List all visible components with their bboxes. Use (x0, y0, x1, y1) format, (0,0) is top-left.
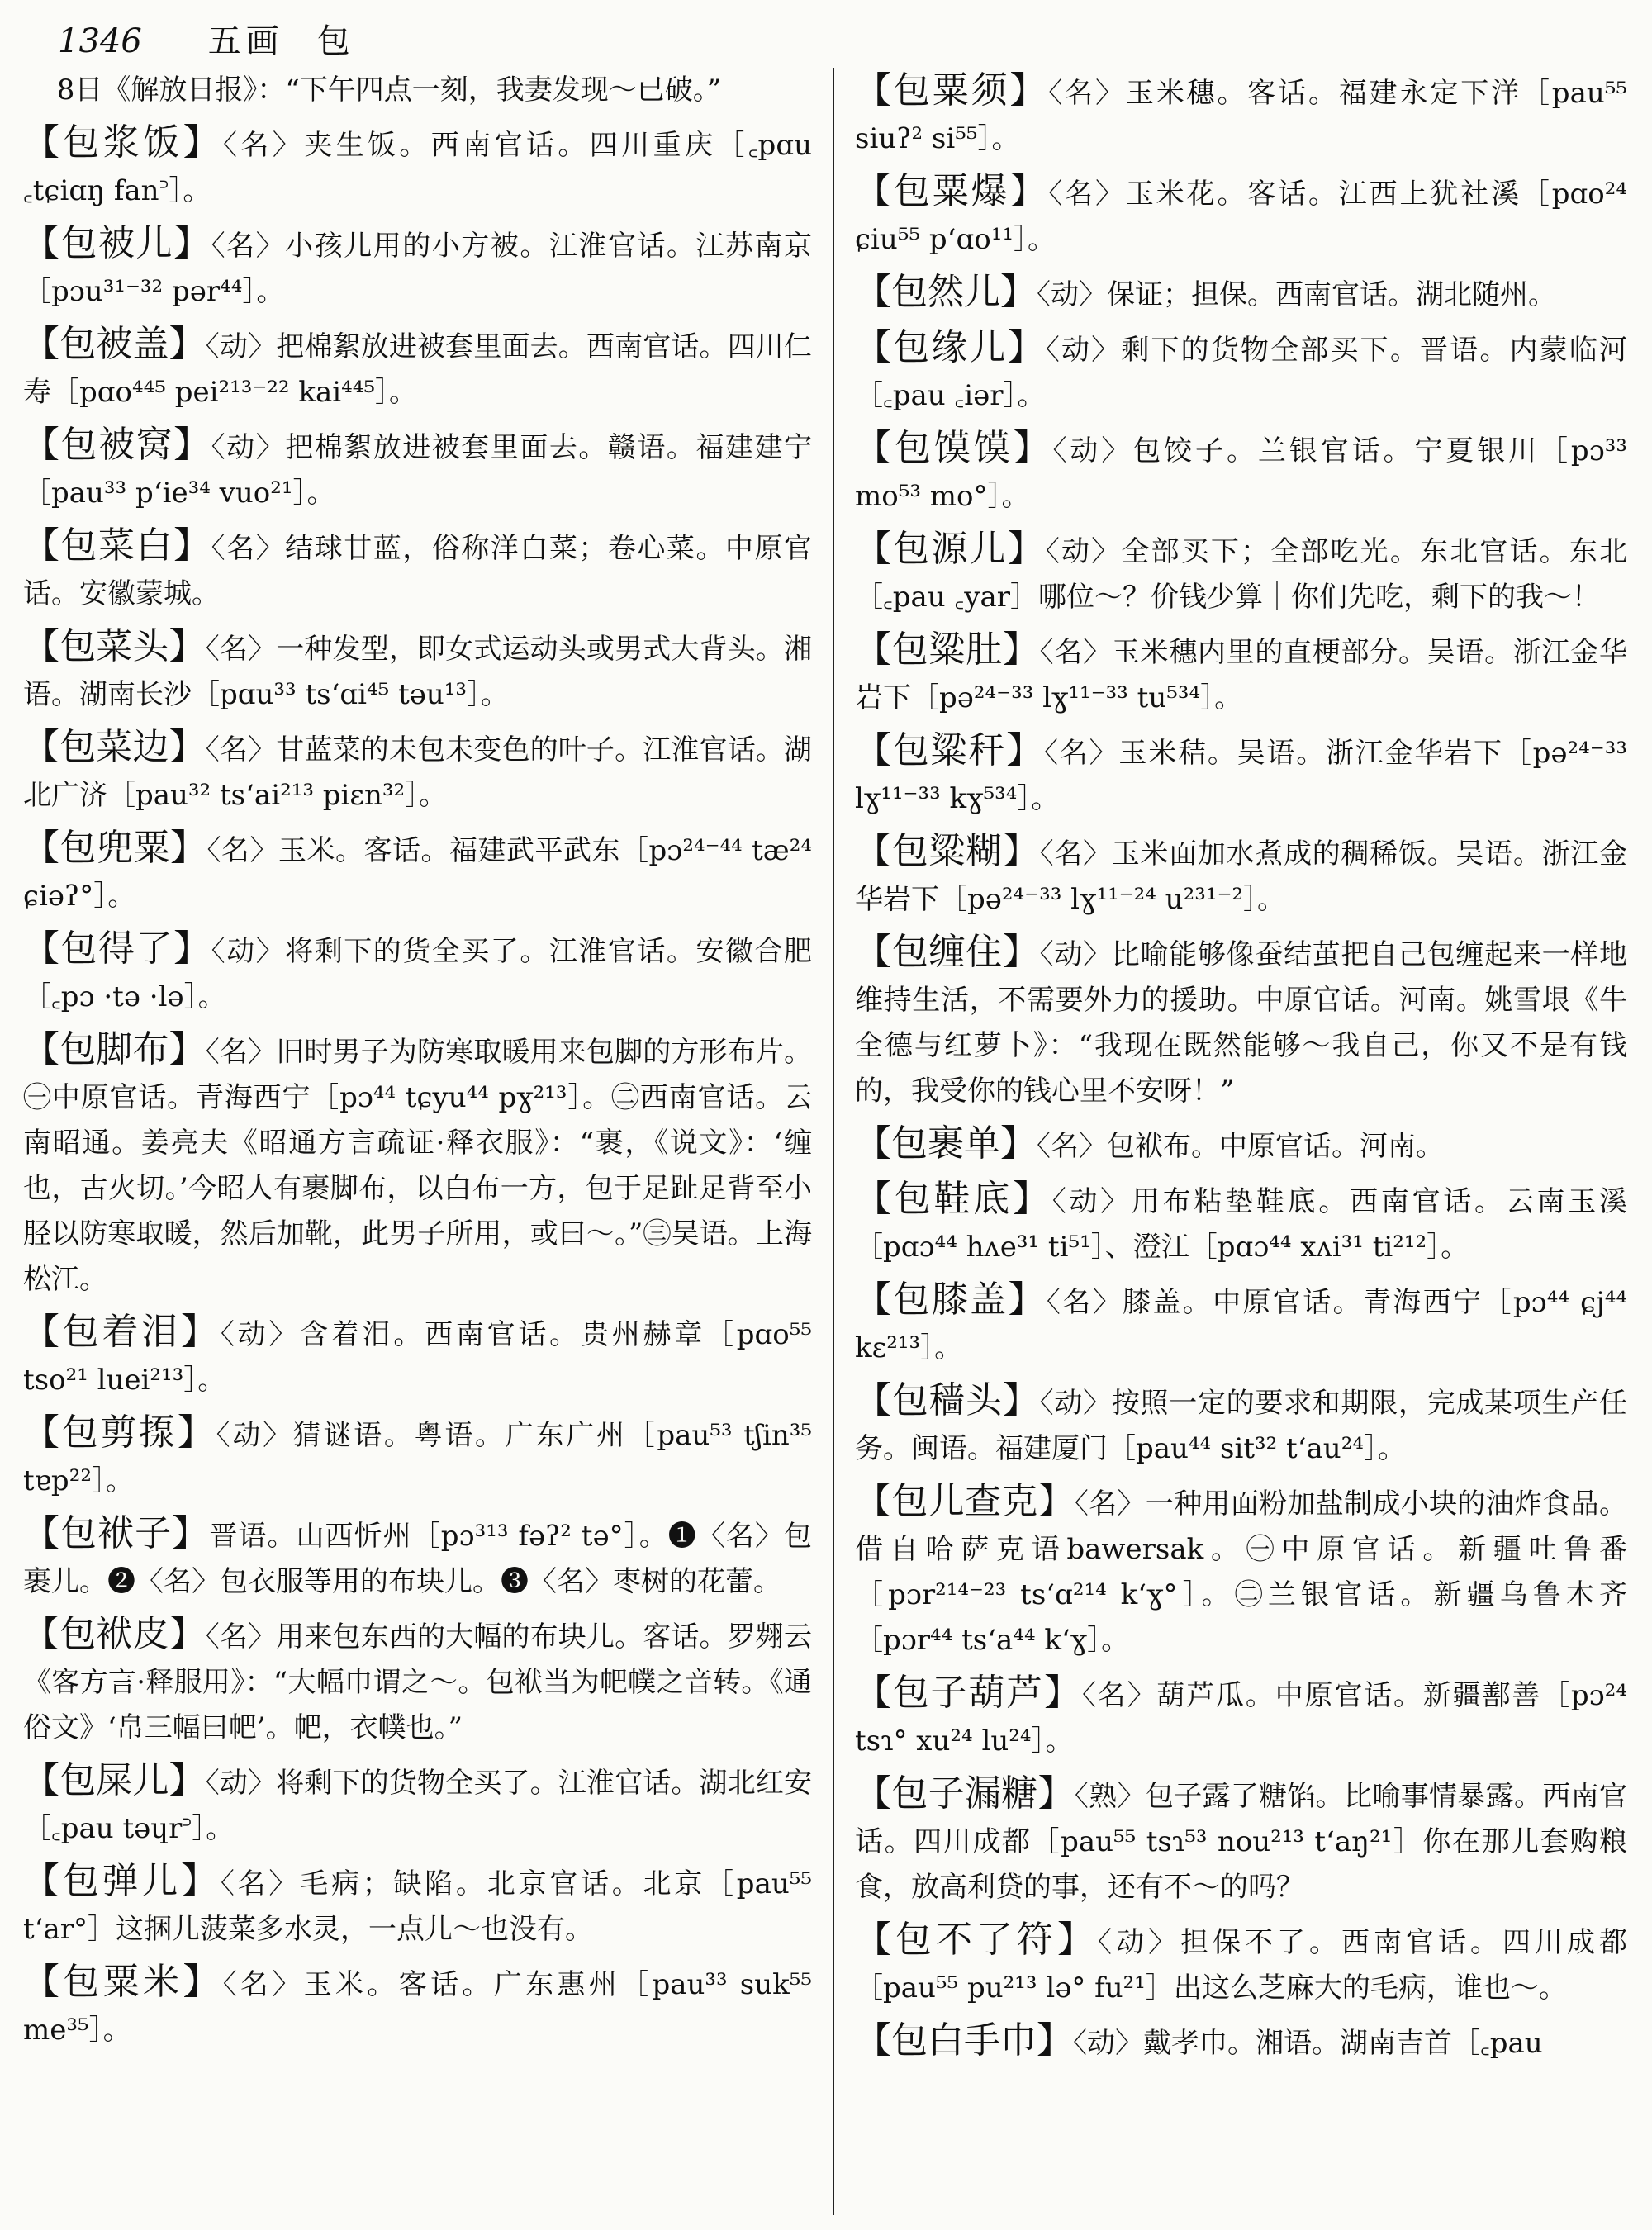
entry-definition: 〈名〉一种用面粉加盐制成小块的油炸食品。借自哈萨克语bawersak。㊀中原官话。新疆吐鲁番［pɔr²¹⁴⁻²³ ts‘ɑ²¹⁴ k‘ɣ°］。㊁兰银官话。新疆乌鲁木齐［pɔr⁴⁴ ts‘a⁴⁴ k‘ɣ］。 (855, 1487, 1627, 1657)
entry-headword: 【包然儿】 (855, 271, 1037, 313)
entry-definition: 〈名〉旧时男子为防寒取暖用来包脚的方形布片。㊀中原官话。青海西宁［pɔ⁴⁴ tɕyu⁴⁴ pɣ²¹³］。㊁西南官话。云南昭通。姜亮夫《昭通方言疏证·释衣服》：“裹，《说文》：‘缠也，古火切。’今昭人有裹脚布，以白布一方，包于足趾足背至小胫以防寒取暖，然后加靴，此男子所用，或曰～。”㊂吴语。上海松江。 (23, 1036, 812, 1296)
dictionary-entry (23, 120, 812, 214)
entry-definition: 〈名〉小孩儿用的小方被。江淮官话。江苏南京［pɔu³¹⁻³² pər⁴⁴］。 (23, 230, 812, 308)
entry-headword: 【包被窝】 (23, 424, 211, 466)
dictionary-entry (855, 1478, 1627, 1663)
entry-definition: 〈动〉猜谜语。粤语。广东广州［pau⁵³ tʃin³⁵ tɐp²²］。 (23, 1419, 812, 1497)
entry-definition: 〈动〉戴孝巾。湘语。湖南吉首［꜀pau (1073, 2027, 1543, 2060)
dictionary-entry (23, 1511, 812, 1605)
entry-definition: 〈熟〉包子露了糖馅。比喻事情暴露。西南官话。四川成都［pau⁵⁵ tsɿ⁵³ nou²¹³ t‘aŋ²¹］你在那儿套购粮食，放高利贷的事，还有不～的吗？ (855, 1780, 1627, 1904)
dictionary-entry (23, 724, 812, 818)
dictionary-entry (23, 1027, 812, 1302)
entry-headword: 【包被儿】 (23, 222, 211, 264)
entry-headword: 【包兜粟】 (23, 827, 207, 869)
entry-headword: 【包白手巾】 (855, 2019, 1073, 2062)
entry-headword: 【包粟须】 (855, 69, 1049, 112)
entry-definition: 〈动〉全部买下；全部吃光。东北官话。东北［꜀pau ꜀yar］哪位～？价钱少算｜你们先吃，剩下的我～！ (855, 535, 1627, 614)
entry-headword: 【包被盖】 (23, 323, 206, 365)
dictionary-entry (855, 325, 1627, 419)
dictionary-entry (855, 1121, 1627, 1170)
entry-definition: 〈名〉膝盖。中原官话。青海西宁［pɔ⁴⁴ ɕj⁴⁴ kɛ²¹³］。 (855, 1286, 1627, 1364)
section-label: 五画 (207, 22, 284, 60)
entry-definition: 〈名〉玉米穗。客话。福建永定下洋［pau⁵⁵ siuʔ² si⁵⁵］。 (855, 77, 1627, 155)
dictionary-entry (855, 68, 1627, 162)
entry-headword: 【包剪揼】 (23, 1412, 216, 1454)
entry-headword: 【包子漏糖】 (855, 1772, 1075, 1815)
entry-headword: 【包得了】 (23, 928, 211, 970)
dictionary-entry (855, 1917, 1627, 2011)
radical-label: 包 (316, 22, 350, 60)
entry-definition: 〈名〉葫芦瓜。中原官话。新疆鄯善［pɔ²⁴ tsɿ° xu²⁴ lu²⁴］。 (855, 1679, 1627, 1758)
dictionary-entry (855, 2018, 1627, 2066)
dictionary-entry (855, 526, 1627, 620)
entry-headword: 【包着泪】 (23, 1311, 221, 1353)
entry-definition: 晋语。山西忻州［pɔ³¹³ fəʔ² tə°］。❶〈名〉包裹儿。❷〈名〉包衣服等用的布块儿。❸〈名〉枣树的花蕾。 (23, 1520, 812, 1598)
entry-headword: 【包鞋底】 (855, 1178, 1052, 1220)
entry-headword: 【包粟爆】 (855, 170, 1049, 212)
dictionary-entry (855, 728, 1627, 822)
left-column (23, 68, 812, 2215)
dictionary-entry (855, 1378, 1627, 1472)
entry-definition: 〈名〉一种发型，即女式运动头或男式大背头。湘语。湖南长沙［pɑu³³ ts‘ɑi⁴⁵ təu¹³］。 (23, 633, 812, 711)
entry-headword: 【包儿查克】 (855, 1480, 1075, 1522)
entry-continuation: 8日《解放日报》：“下午四点一刻，我妻发现～已破。” (56, 74, 722, 107)
entry-definition: 〈名〉甘蓝菜的未包未变色的叶子。江淮官话。湖北广济［pau³² ts‘ai²¹³ piɛn³²］。 (23, 733, 812, 812)
entry-headword: 【包膝盖】 (855, 1279, 1047, 1321)
entry-definition: 〈名〉玉米花。客话。江西上犹社溪［pɑo²⁴ ɕiu⁵⁵ p‘ɑo¹¹］。 (855, 178, 1627, 256)
entry-definition: 〈名〉玉米面加水煮成的稠稀饭。吴语。浙江金华岩下［pə²⁴⁻³³ lɣ¹¹⁻²⁴ u²³¹⁻²］。 (855, 837, 1627, 916)
dictionary-entry (23, 523, 812, 617)
entry-headword: 【包穑头】 (855, 1379, 1040, 1421)
dictionary-entry (23, 1858, 812, 1952)
dictionary-entry (855, 1670, 1627, 1764)
dictionary-entry (23, 1410, 812, 1504)
entry-definition: 〈动〉保证；担保。西南官话。湖北随州。 (1037, 278, 1556, 311)
entry-headword: 【包浆饭】 (23, 121, 223, 164)
entry-headword: 【包袱子】 (23, 1512, 210, 1554)
entry-definition: 〈动〉比喻能够像蚕结茧把自己包缠起来一样地维持生活，不需要外力的援助。中原官话。河南。姚雪垠《牛全德与红萝卜》：“我现在既然能够～我自己，你又不是有钱的，我受你的钱心里不安呀！” (855, 938, 1627, 1108)
right-column (855, 68, 1627, 2215)
page-header (58, 15, 1611, 66)
entry-headword: 【包菜边】 (23, 726, 206, 768)
entry-headword: 【包粱秆】 (855, 729, 1045, 771)
entry-definition: 〈动〉含着泪。西南官话。贵州赫章［pɑo⁵⁵ tso²¹ luei²¹³］。 (23, 1318, 812, 1397)
entry-definition: 〈名〉玉米穗内里的直梗部分。吴语。浙江金华岩下［pə²⁴⁻³³ lɣ¹¹⁻³³ tu⁵³⁴］。 (855, 636, 1627, 714)
entry-definition: 〈动〉剩下的货物全部买下。晋语。内蒙临河［꜀pau ꜀iər］。 (855, 334, 1627, 412)
dictionary-entry (23, 825, 812, 919)
entry-definition: 〈动〉把棉絮放进被套里面去。赣语。福建建宁［pau³³ p‘ie³⁴ vuo²¹］。 (23, 431, 812, 510)
dictionary-entry (23, 68, 812, 113)
entry-headword: 【包弹儿】 (23, 1860, 221, 1902)
dictionary-entry (855, 929, 1627, 1114)
entry-headword: 【包裹单】 (855, 1122, 1037, 1165)
entry-headword: 【包脚布】 (23, 1028, 206, 1070)
entry-headword: 【包粱肚】 (855, 629, 1040, 671)
entry-definition: 〈名〉结球甘蓝，俗称洋白菜；卷心菜。中原官话。安徽蒙城。 (23, 532, 812, 610)
entry-definition: 〈名〉包袱布。中原官话。河南。 (1037, 1130, 1444, 1163)
entry-headword: 【包屎儿】 (23, 1759, 206, 1801)
dictionary-entry (855, 1277, 1627, 1371)
entry-definition: 〈动〉按照一定的要求和期限，完成某项生产任务。闽语。福建厦门［pau⁴⁴ sit³² t‘au²⁴］。 (855, 1387, 1627, 1465)
entry-definition: 〈名〉玉米。客话。广东惠州［pau³³ suk⁵⁵ me³⁵］。 (23, 1968, 812, 2047)
entry-headword: 【包馍馍】 (855, 427, 1053, 469)
entry-headword: 【包粱糊】 (855, 830, 1040, 872)
entry-definition: 〈动〉担保不了。西南官话。四川成都［pau⁵⁵ pu²¹³ lə° fu²¹］出这么芝麻大的毛病，谁也～。 (855, 1926, 1627, 2005)
page-number: 1346 (58, 22, 142, 60)
dictionary-entry (23, 422, 812, 516)
dictionary-entry (855, 168, 1627, 263)
dictionary-entry (23, 926, 812, 1020)
dictionary-entry (23, 1959, 812, 2053)
entry-definition: 〈动〉将剩下的货全买了。江淮官话。安徽合肥［꜀pɔ ·tə ·lə］。 (23, 935, 812, 1013)
dictionary-entry (855, 1771, 1627, 1910)
entry-definition: 〈动〉包饺子。兰银官话。宁夏银川［pɔ³³ mo⁵³ mo°］。 (855, 434, 1627, 513)
entry-definition: 〈动〉把棉絮放进被套里面去。西南官话。四川仁寿［pɑo⁴⁴⁵ pei²¹³⁻²² kai⁴⁴⁵］。 (23, 330, 812, 409)
dictionary-entry (855, 627, 1627, 721)
entry-headword: 【包不了符】 (855, 1919, 1098, 1961)
dictionary-entry (23, 1309, 812, 1403)
entry-definition: 〈动〉用布粘垫鞋底。西南官话。云南玉溪［pɑɔ⁴⁴ hʌe³¹ ti⁵¹］、澄江［pɑɔ⁴⁴ xʌi³¹ ti²¹²］。 (855, 1185, 1627, 1264)
entry-headword: 【包菜白】 (23, 524, 211, 567)
entry-headword: 【包菜头】 (23, 625, 206, 667)
dictionary-entry (23, 1758, 812, 1852)
dictionary-entry (23, 624, 812, 718)
dictionary-entry (23, 221, 812, 315)
entry-headword: 【包缘儿】 (855, 326, 1046, 368)
dictionary-entry (855, 828, 1627, 923)
dictionary-entry (855, 269, 1627, 318)
entry-definition: 〈名〉毛病；缺陷。北京官话。北京［pau⁵⁵ t‘ar°］这捆儿菠菜多水灵，一点儿～也没有。 (23, 1867, 812, 1946)
entry-definition: 〈动〉将剩下的货物全买了。江淮官话。湖北红安［꜀pau təɥr꜄］。 (23, 1767, 812, 1845)
dictionary-entry (855, 425, 1627, 520)
dictionary-entry (23, 1611, 812, 1751)
entry-headword: 【包子葫芦】 (855, 1672, 1082, 1714)
entry-definition: 〈名〉夹生饭。西南官话。四川重庆［꜀pɑu ꜀tɕiɑŋ fan꜄］。 (23, 129, 812, 207)
dictionary-entry (855, 1176, 1627, 1270)
entry-headword: 【包缠住】 (855, 931, 1040, 973)
column-divider (833, 68, 834, 2215)
entry-headword: 【包袱皮】 (23, 1613, 206, 1655)
entry-headword: 【包源儿】 (855, 528, 1046, 570)
entry-headword: 【包粟米】 (23, 1961, 223, 2003)
entry-definition: 〈名〉用来包东西的大幅的布块儿。客话。罗翙云《客方言·释服用》：“大幅巾谓之～。包袱当为帊幞之音转。《通俗文》‘帛三幅曰帊’。帊，衣幞也。” (23, 1620, 812, 1744)
dictionary-entry (23, 321, 812, 415)
entry-definition: 〈名〉玉米秸。吴语。浙江金华岩下［pə²⁴⁻³³ lɣ¹¹⁻³³ kɣ⁵³⁴］。 (855, 737, 1627, 815)
entry-definition: 〈名〉玉米。客话。福建武平武东［pɔ²⁴⁻⁴⁴ tæ²⁴ ɕiəʔ°］。 (23, 834, 812, 913)
